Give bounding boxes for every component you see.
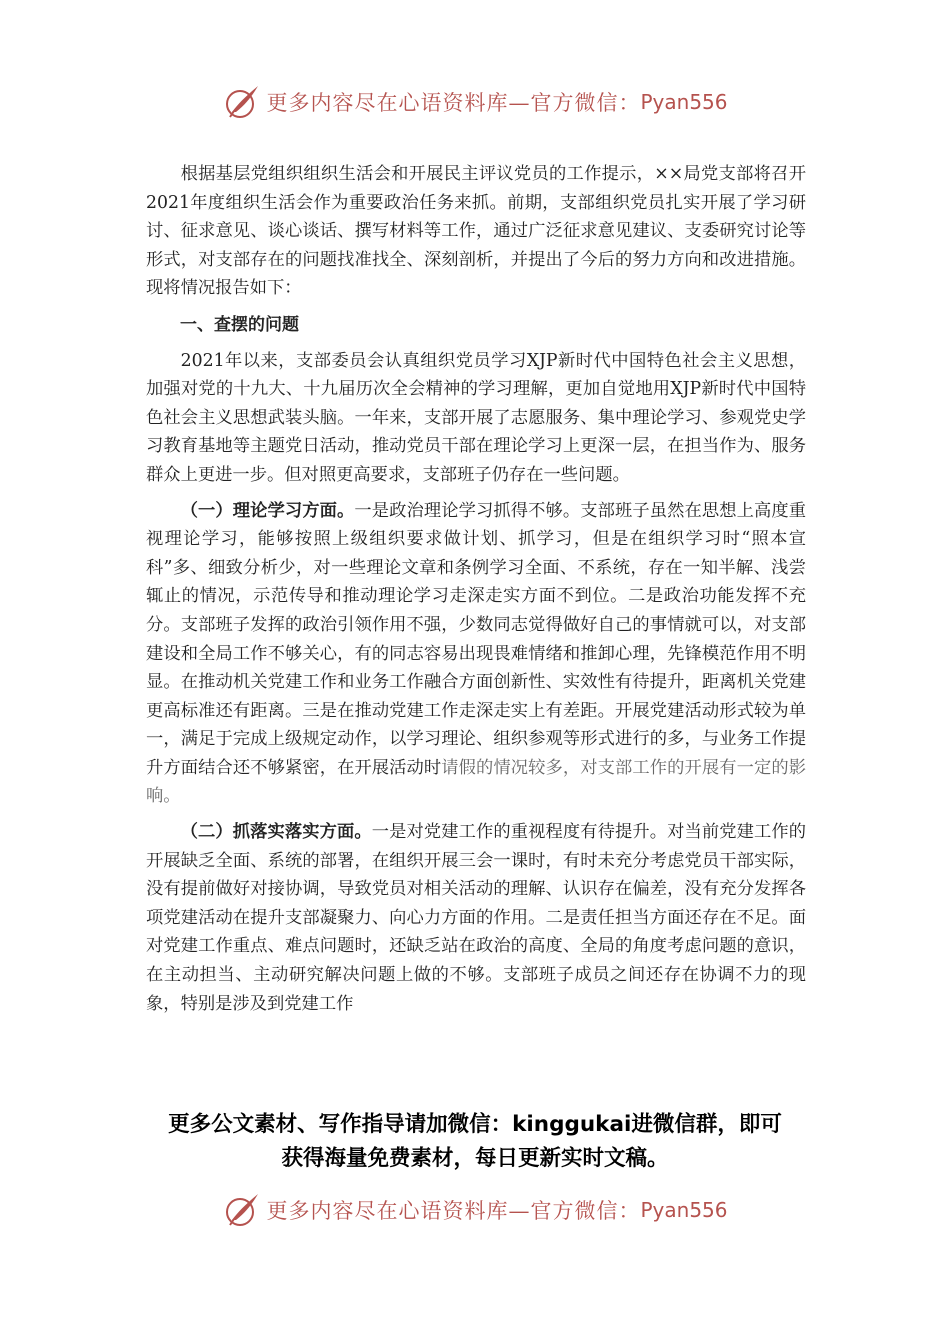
- banner-text: 更多内容尽在心语资料库—官方微信：: [266, 1199, 641, 1223]
- banner-wechat-id: Pyan556: [640, 90, 728, 114]
- item-theory-study: [146, 497, 806, 812]
- item-body: 一是政治理论学习抓得不够。支部班子虽然在思想上高度重视理论学习，能够按照上级组织要求做计划、抓学习，但是在组织学习时“照本宣科”多、细致分析少，对一些理论文章和条例学习全面、不系统，存在一知半解、浅尝辄止的情况，示范传导和推动理论学习走深走实方面不到位。二是政治功能发挥不充分。支部班子发挥的政治引领作用不强，少数同志觉得做好自己的事情就可以，对支部建设和全局工作不够关心，有的同志容易出现畏难情绪和推卸心理，先锋模范作用不明显。在推动机关党建工作和业务工作融合方面创新性、实效性有待提升，距离机关党建更高标准还有距离。三是在推动党建工作走深走实上有差距。开展党建活动形式较为单一，满足于完成上级规定动作，以学习理论、组织参观等形式进行的多，与业务工作提升方面结合还不够紧密，在开展活动时: [146, 500, 806, 778]
- intro-paragraph: 根据基层党组织组织生活会和开展民主评议党员的工作提示，××局党支部将召开2021年度组织生活会作为重要政治任务来抓。前期，支部组织党员扎实开展了学习研讨、征求意见、谈心谈话、撰写材料等工作，通过广泛征求意见建议、支委研究讨论等形式，对支部存在的问题找准找全、深刻剖析，并提出了今后的努力方向和改进措施。现将情况报告如下：: [146, 164, 806, 299]
- promo-block: [0, 1108, 950, 1176]
- item-title: （一）理论学习方面。: [180, 500, 355, 521]
- item-title: （二）抓落实落实方面。: [180, 822, 372, 843]
- document-body: [146, 160, 806, 1018]
- section-heading-problems: 一、查摆的问题: [180, 314, 299, 335]
- banner-wechat-id: Pyan556: [640, 1198, 728, 1222]
- quill-logo-icon: [222, 82, 262, 122]
- header-banner: [0, 80, 950, 124]
- quill-logo-icon: [222, 1190, 262, 1230]
- promo-line-2: 获得海量免费素材，每日更新实时文稿。: [281, 1146, 669, 1171]
- item-body-tail: 请假的情况较多，对支部工作的开展有一定的影响。: [146, 757, 806, 807]
- footer-banner: [0, 1188, 950, 1232]
- banner-text: 更多内容尽在心语资料库—官方微信：: [266, 91, 641, 115]
- item-body: 一是对党建工作的重视程度有待提升。对当前党建工作的开展缺乏全面、系统的部署，在组织开展三会一课时，有时未充分考虑党员干部实际，没有提前做好对接协调，导致党员对相关活动的理解、认识存在偏差，没有充分发挥各项党建活动在提升支部凝聚力、向心力方面的作用。二是责任担当方面还存在不足。面对党建工作重点、难点问题时，还缺乏站在政治的高度、全局的角度考虑问题的意识，在主动担当、主动研究解决问题上做的不够。支部班子成员之间还存在协调不力的现象，特别是涉及到党建工作: [146, 822, 806, 1014]
- item-implementation: [146, 818, 806, 1018]
- promo-line-1: 更多公文素材、写作指导请加微信：kinggukai进微信群，即可: [168, 1112, 782, 1137]
- section-paragraph: 2021年以来，支部委员会认真组织党员学习XJP新时代中国特色社会主义思想，加强对党的十九大、十九届历次全会精神的学习理解，更加自觉地用XJP新时代中国特色社会主义思想武装头脑。一年来，支部开展了志愿服务、集中理论学习、参观党史学习教育基地等主题党日活动，推动党员干部在理论学习上更深一层，在担当作为、服务群众上更进一步。但对照更高要求，支部班子仍存在一些问题。: [146, 350, 806, 485]
